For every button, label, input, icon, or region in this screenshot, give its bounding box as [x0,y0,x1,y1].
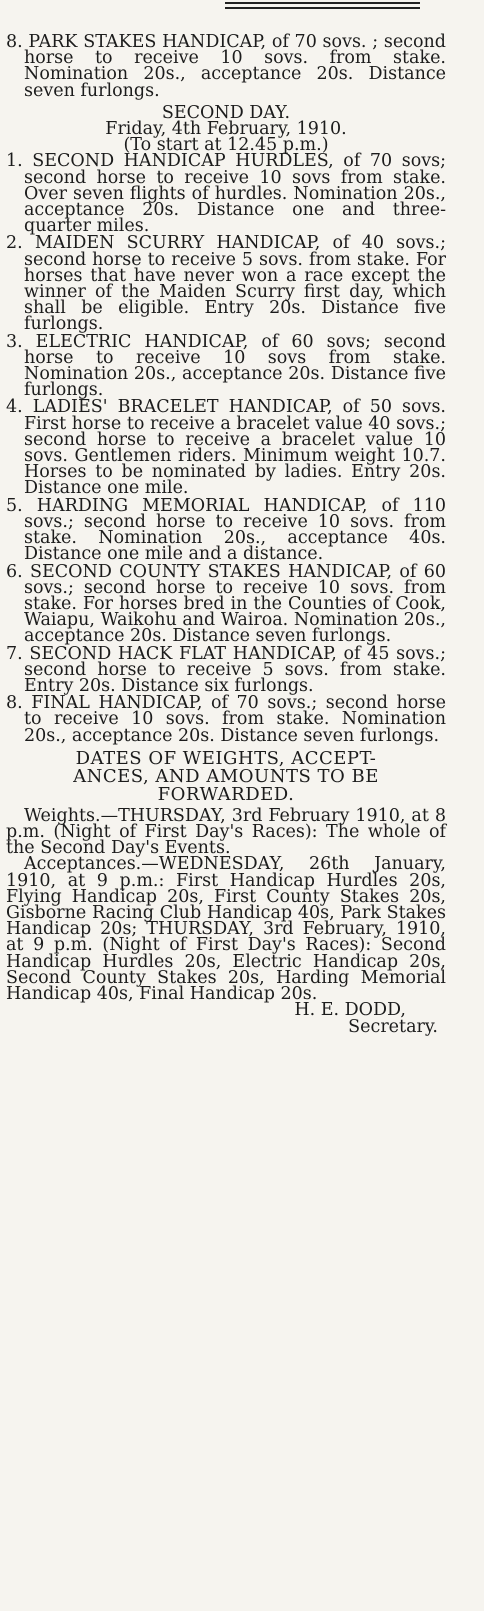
race-entry: 4. LADIES' BRACELET HANDICAP, of 50 sovs. First horse to receive a bracelet value 40 sovs.; second horse to receive a bracelet value 10 sovs. Gentlemen riders. Minimum weight 10.7. Horses to be nominated by ladies. Entry 20s. Distance one mile. [6,397,446,499]
race-entry: 8. PARK STAKES HANDICAP, of 70 sovs. ; second horse to receive 10 sovs. from stake. Nomination 20s., acceptance 20s. Distance seven furlongs. [6,32,446,101]
race-entry: 1. SECOND HANDICAP HURDLES, of 70 sovs; second horse to receive 10 sovs from stake. Over seven flights of hurdles. Nomination 20s., acceptance 20s. Distance one and three-quarter miles. [6,151,446,237]
weights-paragraph: Weights.—THURSDAY, 3rd February 1910, at 8 p.m. (Night of First Day's Races): The whole of the Second Day's Events. [6,805,446,859]
signature-title: Secretary. [348,1017,438,1038]
acceptances-paragraph: Acceptances.—WEDNESDAY, 26th January, 1910, at 9 p.m.: First Handicap Hurdles 20s, Flying Handicap 20s, First County Stakes 20s, Gisborne Racing Club Handicap 40s, Park Stakes Handicap 20s; THURSDAY, 3rd February, 1910, at 9 p.m. (Night of First Day's Races): Second Handicap Hurdles 20s, Electric Handicap 20s, Second County Stakes 20s, Harding Memorial Handicap 40s, Final Handicap 20s. [6,854,446,1004]
race-date: Friday, 4th February, 1910. [105,119,347,140]
signature-name: H. E. DODD, [294,1000,406,1021]
start-time: (To start at 12.45 p.m.) [123,135,329,156]
dates-heading-line: FORWARDED. [157,783,295,805]
race-entry: 5. HARDING MEMORIAL HANDICAP, of 110 sovs.; second horse to receive 10 sovs. from stake. Nomination 20s., acceptance 40s. Distance one mile and a distance. [6,495,446,565]
rule-line [225,2,420,4]
dates-heading-line: ANCES, AND AMOUNTS TO BE [73,765,379,787]
race-entry: 3. ELECTRIC HANDICAP, of 60 sovs; second horse to receive 10 sovs from stake. Nomination 20s., acceptance 20s. Distance five furlongs. [6,331,446,401]
race-entry: 6. SECOND COUNTY STAKES HANDICAP, of 60 sovs.; second horse to receive 10 sovs. from stake. For horses bred in the Counties of Cook, Waiapu, Waikohu and Wairoa. Nomination 20s., acceptance 20s. Distance seven furlongs. [6,561,446,647]
top-rules [225,2,420,12]
dates-heading-line: DATES OF WEIGHTS, ACCEPT- [75,747,377,769]
dates-heading [6,747,446,805]
race-list [6,151,446,746]
race-entry: 2. MAIDEN SCURRY HANDICAP, of 40 sovs.; second horse to receive 5 sovs. from stake. For horses that have never won a race except the winner of the Maiden Scurry first day, which shall be eligible. Entry 20s. Distance five furlongs. [6,233,446,335]
section-heading: SECOND DAY. [161,102,291,123]
second-day-header [6,102,446,156]
race-entry: 7. SECOND HACK FLAT HANDICAP, of 45 sovs.; second horse to receive 5 sovs. from stake. Entry 20s. Distance six furlongs. [6,643,446,696]
article-column [6,34,446,1036]
race-entry: 8. FINAL HANDICAP, of 70 sovs.; second horse to receive 10 sovs. from stake. Nomination 20s., acceptance 20s. Distance seven furlongs. [6,693,446,746]
rule-line [225,7,420,9]
